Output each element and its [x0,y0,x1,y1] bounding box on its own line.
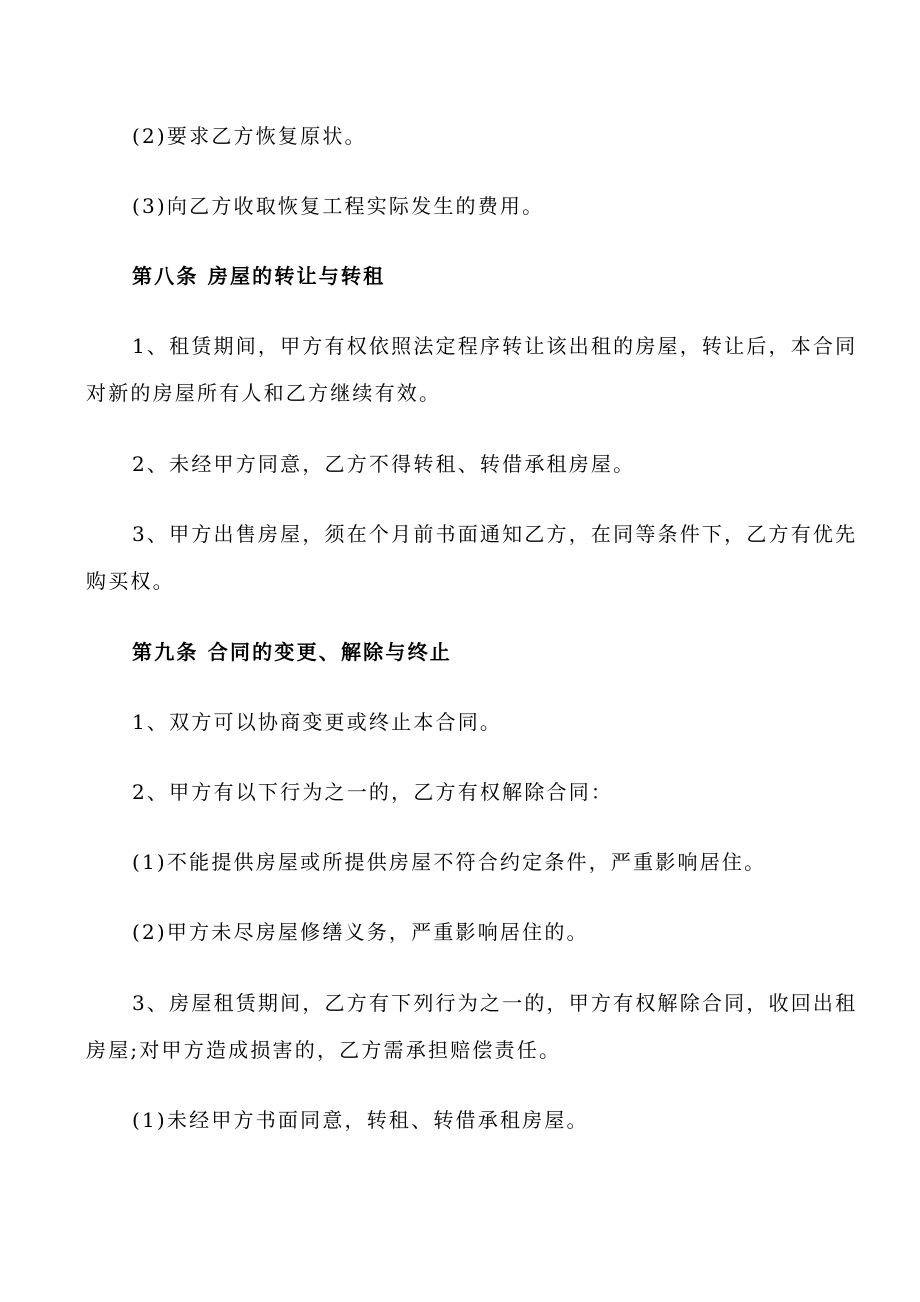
article-9-para-3-line-2: 房屋;对甲方造成损害的，乙方需承担赔偿责任。 [86,1038,562,1062]
article-9-para-3-line-1: 3、房屋租赁期间，乙方有下列行为之一的，甲方有权解除合同，收回出租 [132,991,858,1015]
clause-item-cost: (3)向乙方收取恢复工程实际发生的费用。 [132,194,545,218]
article-9-para-2: 2、甲方有以下行为之一的，乙方有权解除合同： [132,780,614,804]
article-9-para-3-item-1: (1)未经甲方书面同意，转租、转借承租房屋。 [132,1108,589,1132]
article-9-item-1: (1)不能提供房屋或所提供房屋不符合约定条件，严重影响居住。 [132,850,767,874]
article-8-para-1-line-2: 对新的房屋所有人和乙方继续有效。 [86,381,442,405]
article-8-para-1-line-1: 1、租赁期间，甲方有权依照法定程序转让该出租的房屋，转让后，本合同 [132,334,858,358]
article-8-para-2: 2、未经甲方同意，乙方不得转租、转借承租房屋。 [132,452,636,476]
article-9-item-2: (2)甲方未尽房屋修缮义务，严重影响居住的。 [132,920,589,944]
article-9-para-1: 1、双方可以协商变更或终止本合同。 [132,710,503,734]
clause-item-restore: (2)要求乙方恢复原状。 [132,124,367,148]
article-8-para-3-line-1: 3、甲方出售房屋，须在个月前书面通知乙方，在同等条件下，乙方有优先 [132,522,858,546]
article-8-para-3-line-2: 购买权。 [86,569,175,593]
article-8-heading: 第八条 房屋的转让与转租 [132,264,386,288]
article-9-heading: 第九条 合同的变更、解除与终止 [132,640,452,664]
